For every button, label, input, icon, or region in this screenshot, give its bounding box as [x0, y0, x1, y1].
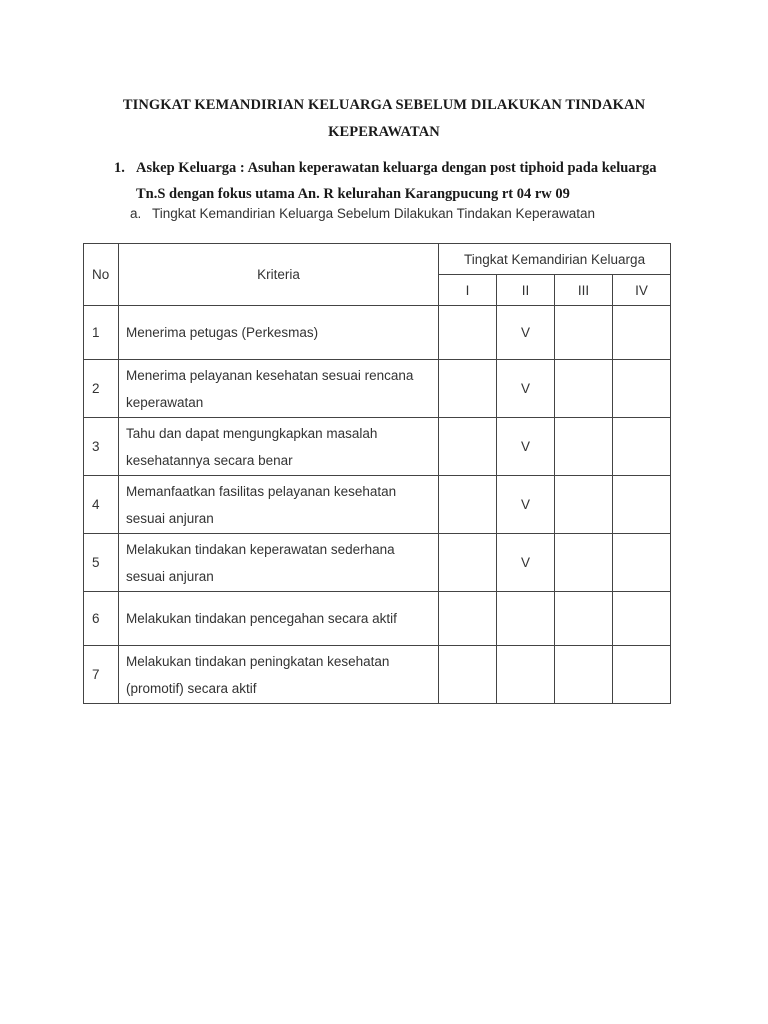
header-level-group: Tingkat Kemandirian Keluarga — [439, 244, 671, 275]
level-2-mark — [497, 592, 555, 646]
criteria-line: Memanfaatkan fasilitas pelayanan kesehatan — [126, 483, 397, 499]
level-4-mark — [613, 476, 671, 534]
level-1-mark — [439, 646, 497, 704]
criteria-line: Melakukan tindakan pencegahan secara aktif — [126, 611, 397, 626]
table-row — [84, 592, 671, 646]
section-heading-line-2: Tn.S dengan fokus utama An. R kelurahan Karangpucung rt 04 rw 09 — [136, 186, 570, 202]
level-4-mark — [613, 418, 671, 476]
level-2-mark: V — [497, 534, 555, 592]
row-number: 4 — [84, 476, 119, 534]
level-2-mark: V — [497, 306, 555, 360]
criteria-line: sesuai anjuran — [126, 568, 214, 584]
document-title — [0, 92, 768, 146]
row-criteria — [119, 476, 439, 534]
title-line-1: TINGKAT KEMANDIRIAN KELUARGA SEBELUM DILAKUKAN TINDAKAN — [122, 97, 646, 113]
level-4-mark — [613, 306, 671, 360]
header-level-3: III — [555, 275, 613, 306]
row-number: 5 — [84, 534, 119, 592]
level-2-mark: V — [497, 360, 555, 418]
row-criteria — [119, 306, 439, 360]
level-1-mark — [439, 476, 497, 534]
criteria-line: (promotif) secara aktif — [126, 680, 257, 696]
level-1-mark — [439, 418, 497, 476]
level-3-mark — [555, 360, 613, 418]
row-criteria — [119, 418, 439, 476]
row-number: 6 — [84, 592, 119, 646]
criteria-line: Melakukan tindakan peningkatan kesehatan — [126, 653, 390, 669]
row-number: 2 — [84, 360, 119, 418]
level-2-mark: V — [497, 418, 555, 476]
row-criteria — [119, 360, 439, 418]
level-3-mark — [555, 476, 613, 534]
criteria-line: keperawatan — [126, 394, 204, 410]
header-kriteria: Kriteria — [119, 244, 439, 306]
header-no: No — [84, 244, 119, 306]
subsection-heading — [130, 206, 595, 221]
level-2-mark: V — [497, 476, 555, 534]
criteria-line: sesuai anjuran — [126, 510, 214, 526]
header-level-1: I — [439, 275, 497, 306]
table-row — [84, 476, 671, 534]
section-heading-line-1: Askep Keluarga : Asuhan keperawatan keluarga dengan post tiphoid pada keluarga — [136, 160, 657, 176]
level-4-mark — [613, 646, 671, 704]
criteria-line: Melakukan tindakan keperawatan sederhana — [126, 541, 395, 557]
table-row — [84, 646, 671, 704]
level-3-mark — [555, 306, 613, 360]
independence-level-table — [83, 243, 671, 704]
criteria-line: Tahu dan dapat mengungkapkan masalah — [126, 425, 378, 441]
level-3-mark — [555, 592, 613, 646]
level-2-mark — [497, 646, 555, 704]
level-4-mark — [613, 592, 671, 646]
row-criteria — [119, 534, 439, 592]
table-row — [84, 418, 671, 476]
level-4-mark — [613, 360, 671, 418]
table-row — [84, 306, 671, 360]
level-3-mark — [555, 534, 613, 592]
level-1-mark — [439, 306, 497, 360]
row-number: 3 — [84, 418, 119, 476]
section-number: 1. — [114, 160, 125, 176]
row-criteria — [119, 592, 439, 646]
subsection-letter: a. — [130, 206, 142, 221]
level-4-mark — [613, 534, 671, 592]
criteria-line: kesehatannya secara benar — [126, 452, 293, 468]
table-row — [84, 360, 671, 418]
row-number: 1 — [84, 306, 119, 360]
table-row — [84, 534, 671, 592]
row-criteria — [119, 646, 439, 704]
level-1-mark — [439, 534, 497, 592]
header-level-4: IV — [613, 275, 671, 306]
level-3-mark — [555, 646, 613, 704]
header-level-2: II — [497, 275, 555, 306]
row-number: 7 — [84, 646, 119, 704]
criteria-line: Menerima petugas (Perkesmas) — [126, 325, 319, 340]
subsection-text: Tingkat Kemandirian Keluarga Sebelum Dilakukan Tindakan Keperawatan — [152, 206, 596, 221]
level-1-mark — [439, 360, 497, 418]
criteria-line: Menerima pelayanan kesehatan sesuai rencana — [126, 367, 414, 383]
title-line-2: KEPERAWATAN — [328, 124, 440, 140]
level-1-mark — [439, 592, 497, 646]
level-3-mark — [555, 418, 613, 476]
